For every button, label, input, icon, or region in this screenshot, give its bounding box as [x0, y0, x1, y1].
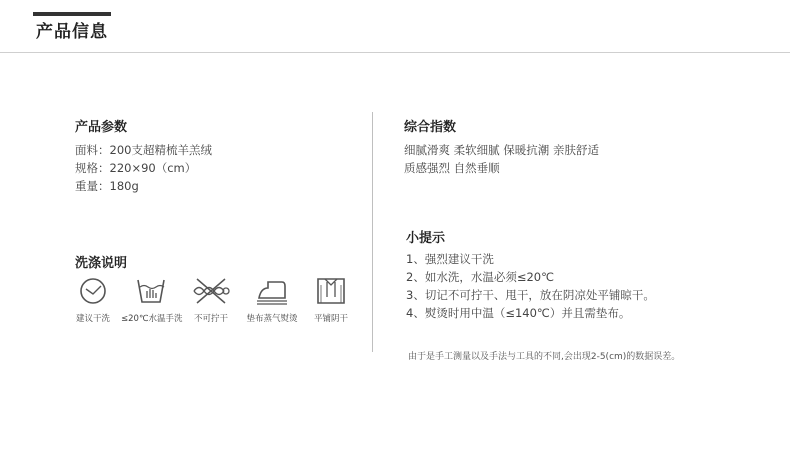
param-weight: 重量：180g	[75, 179, 139, 193]
tips-title: 小提示	[406, 231, 446, 246]
header-accent-bar	[33, 12, 111, 16]
column-divider	[372, 112, 373, 352]
care-label-no-wring: 不可拧干	[193, 314, 228, 324]
hand-wash-icon	[121, 276, 181, 306]
index-line-2: 质感强烈 自然垂顺	[404, 161, 500, 175]
flat-dry-icon	[301, 276, 361, 306]
params-title: 产品参数	[75, 120, 128, 135]
tip-2: 2、如水洗，水温必须≤20℃	[406, 270, 554, 284]
tip-1: 1、强烈建议干洗	[406, 252, 494, 266]
care-item-hand-wash	[121, 276, 181, 324]
care-label-steam-iron: 垫布蒸气熨烫	[246, 314, 298, 324]
care-item-flat-dry	[301, 276, 361, 324]
care-label-flat-dry: 平铺阴干	[313, 314, 348, 324]
care-item-no-wring	[181, 276, 241, 324]
param-size: 规格：220×90（cm）	[75, 161, 197, 175]
wash-title: 洗涤说明	[75, 256, 128, 271]
tip-4: 4、熨烫时用中温（≤140℃）并且需垫布。	[406, 306, 631, 320]
index-line-1: 细腻滑爽 柔软细腻 保暖抗潮 亲肤舒适	[404, 143, 599, 157]
measurement-note: 由于是手工测量以及手法与工具的不同,会出现2-5(cm)的数据误差。	[408, 352, 681, 362]
care-label-hand-wash: ≤20℃水温手洗	[121, 314, 183, 324]
dry-clean-icon	[63, 276, 123, 306]
tip-3: 3、切记不可拧干、甩干，放在阴凉处平铺晾干。	[406, 288, 655, 302]
indices-title: 综合指数	[404, 120, 457, 135]
page-title: 产品信息	[36, 22, 108, 42]
header-divider	[0, 52, 790, 53]
steam-iron-icon	[242, 276, 302, 306]
care-item-steam-iron	[242, 276, 302, 324]
care-icons-row	[72, 276, 357, 328]
param-fabric: 面料：200支超精梳羊羔绒	[75, 143, 212, 157]
care-item-dry-clean	[63, 276, 123, 324]
care-label-dry-clean: 建议干洗	[75, 314, 110, 324]
no-wring-icon	[181, 276, 241, 306]
